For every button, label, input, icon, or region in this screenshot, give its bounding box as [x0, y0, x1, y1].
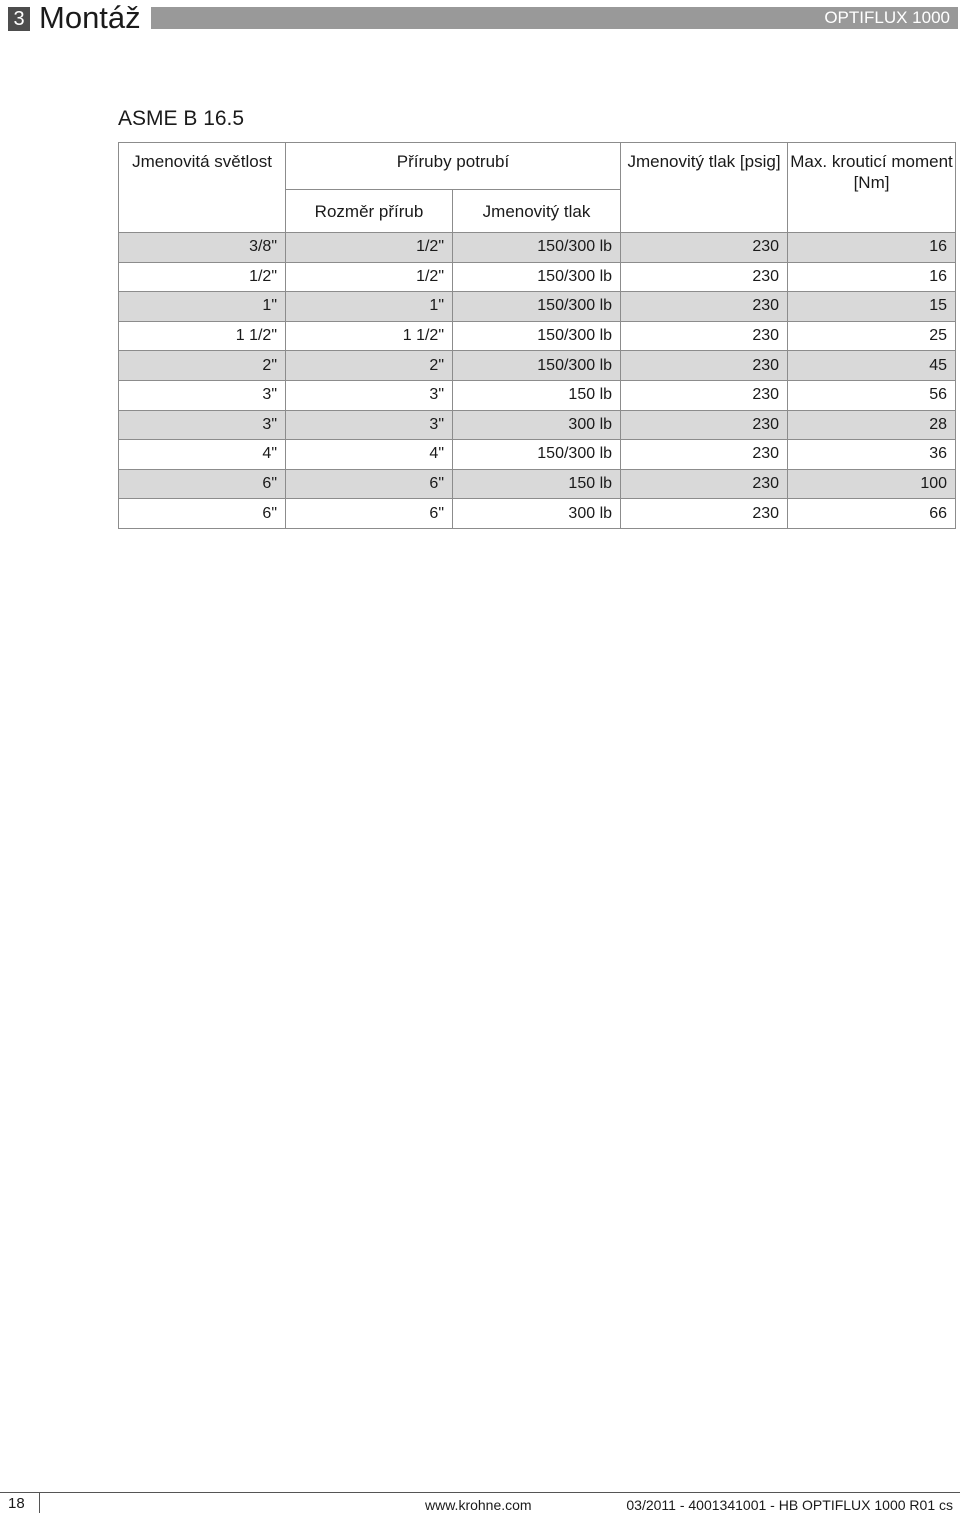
- cell-flange-size: 3": [286, 410, 453, 440]
- cell-nominal-size: 6": [119, 469, 286, 499]
- cell-nominal-size: 1": [119, 292, 286, 322]
- table-row: [119, 351, 956, 381]
- website-link[interactable]: www.krohne.com: [425, 1497, 532, 1513]
- cell-pressure-psig: 230: [621, 380, 788, 410]
- table-row: [119, 292, 956, 322]
- document-reference: 03/2011 - 4001341001 - HB OPTIFLUX 1000 R01 cs: [626, 1497, 953, 1513]
- cell-nominal-pressure: 150 lb: [453, 380, 621, 410]
- cell-nominal-pressure: 300 lb: [453, 499, 621, 529]
- footer-divider: [39, 1493, 40, 1513]
- cell-flange-size: 3": [286, 380, 453, 410]
- cell-pressure-psig: 230: [621, 469, 788, 499]
- table-row: [119, 440, 956, 470]
- cell-max-torque: 56: [788, 380, 956, 410]
- cell-nominal-size: 3": [119, 410, 286, 440]
- header-nominal-pressure: Jmenovitý tlak: [453, 190, 621, 233]
- cell-max-torque: 16: [788, 233, 956, 263]
- cell-nominal-size: 4": [119, 440, 286, 470]
- cell-pressure-psig: 230: [621, 233, 788, 263]
- cell-pressure-psig: 230: [621, 321, 788, 351]
- cell-nominal-size: 1 1/2": [119, 321, 286, 351]
- page-header: [0, 0, 960, 36]
- cell-max-torque: 36: [788, 440, 956, 470]
- cell-pressure-psig: 230: [621, 410, 788, 440]
- page-number: 18: [8, 1495, 25, 1512]
- chapter-title: Montáž: [39, 0, 141, 35]
- cell-nominal-size: 3": [119, 380, 286, 410]
- cell-flange-size: 1 1/2": [286, 321, 453, 351]
- cell-max-torque: 100: [788, 469, 956, 499]
- cell-max-torque: 16: [788, 262, 956, 292]
- cell-nominal-size: 2": [119, 351, 286, 381]
- cell-pressure-psig: 230: [621, 262, 788, 292]
- cell-flange-size: 6": [286, 469, 453, 499]
- chapter-number-badge: 3: [8, 7, 30, 31]
- table-row: [119, 262, 956, 292]
- cell-nominal-pressure: 150/300 lb: [453, 292, 621, 322]
- flange-torque-table: [118, 142, 956, 529]
- table-body: [119, 233, 956, 529]
- table-row: [119, 499, 956, 529]
- cell-max-torque: 25: [788, 321, 956, 351]
- cell-flange-size: 1/2": [286, 262, 453, 292]
- cell-nominal-size: 3/8": [119, 233, 286, 263]
- cell-nominal-size: 6": [119, 499, 286, 529]
- header-flange-size: Rozměr přírub: [286, 190, 453, 233]
- cell-nominal-pressure: 300 lb: [453, 410, 621, 440]
- page-footer: [0, 1492, 960, 1513]
- cell-pressure-psig: 230: [621, 440, 788, 470]
- cell-max-torque: 28: [788, 410, 956, 440]
- cell-pressure-psig: 230: [621, 351, 788, 381]
- header-nominal-pressure-psig: Jmenovitý tlak [psig]: [621, 143, 788, 233]
- cell-nominal-pressure: 150/300 lb: [453, 351, 621, 381]
- table-row: [119, 321, 956, 351]
- table-row: [119, 469, 956, 499]
- header-nominal-size: Jmenovitá světlost: [119, 143, 286, 233]
- cell-nominal-pressure: 150/300 lb: [453, 262, 621, 292]
- cell-nominal-pressure: 150/300 lb: [453, 233, 621, 263]
- cell-pressure-psig: 230: [621, 499, 788, 529]
- cell-nominal-size: 1/2": [119, 262, 286, 292]
- cell-pressure-psig: 230: [621, 292, 788, 322]
- cell-max-torque: 15: [788, 292, 956, 322]
- header-max-torque: Max. krouticí moment [Nm]: [788, 143, 956, 233]
- cell-max-torque: 45: [788, 351, 956, 381]
- header-bar: [151, 7, 958, 29]
- cell-flange-size: 1": [286, 292, 453, 322]
- table-row: [119, 233, 956, 263]
- cell-nominal-pressure: 150/300 lb: [453, 440, 621, 470]
- cell-nominal-pressure: 150/300 lb: [453, 321, 621, 351]
- cell-max-torque: 66: [788, 499, 956, 529]
- section-title: ASME B 16.5: [118, 107, 245, 130]
- cell-flange-size: 1/2": [286, 233, 453, 263]
- product-name: OPTIFLUX 1000: [824, 8, 950, 27]
- table-row: [119, 410, 956, 440]
- table-row: [119, 380, 956, 410]
- cell-flange-size: 2": [286, 351, 453, 381]
- cell-flange-size: 6": [286, 499, 453, 529]
- header-pipe-flanges: Příruby potrubí: [286, 143, 621, 190]
- cell-flange-size: 4": [286, 440, 453, 470]
- cell-nominal-pressure: 150 lb: [453, 469, 621, 499]
